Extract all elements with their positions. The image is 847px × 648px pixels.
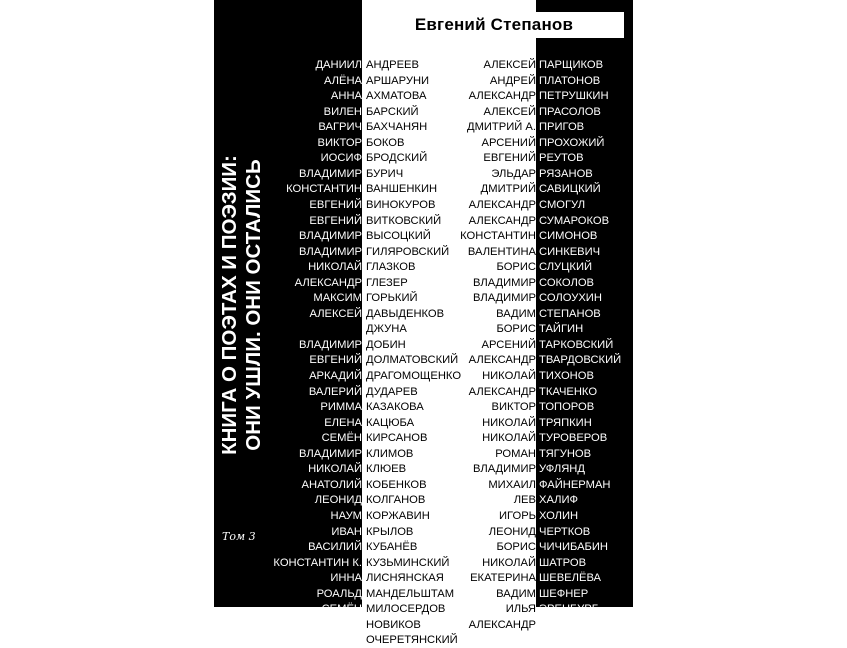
poet-last-name: ШЕВЕЛЁВА bbox=[539, 572, 602, 585]
poet-last-name: ФАЙНЕРМАН bbox=[539, 478, 611, 491]
poet-name-row bbox=[214, 74, 633, 89]
poet-first-name: БОРИС bbox=[496, 323, 536, 336]
poet-last-name: НОВИКОВ bbox=[366, 618, 421, 631]
poet-first-name: ВАСИЛИЙ bbox=[308, 541, 362, 554]
poet-last-name: АРШАРУНИ bbox=[366, 74, 430, 87]
poet-last-name: РЯЗАНОВ bbox=[539, 167, 593, 180]
poet-first-name: ЕКАТЕРИНА bbox=[470, 572, 536, 585]
poet-last-name: ЮДАХИН bbox=[539, 618, 589, 631]
poet-last-name: СУМАРОКОВ bbox=[539, 214, 610, 227]
poet-name-row bbox=[214, 556, 633, 571]
poet-name-row bbox=[214, 478, 633, 493]
poet-name-row bbox=[214, 120, 633, 135]
poet-first-name: РИММА bbox=[320, 401, 362, 414]
poet-first-name: БОРИС bbox=[496, 261, 536, 274]
poet-last-name: ХАЛИФ bbox=[539, 494, 579, 507]
poet-first-name: ВИКТОР bbox=[317, 136, 362, 149]
poet-last-name: ТРЯПКИН bbox=[539, 416, 592, 429]
poet-first-name: ЭЛЬДАР bbox=[491, 167, 536, 180]
poet-first-name: АЛЕКСЕЙ bbox=[483, 105, 536, 118]
poet-first-name: ВЛАДИМИР bbox=[473, 276, 536, 289]
poet-last-name: СИНКЕВИЧ bbox=[539, 245, 601, 258]
poet-first-name: АЛЕКСЕЙ bbox=[483, 59, 536, 71]
poet-last-name: ТАЙГИН bbox=[539, 323, 584, 336]
poet-last-name: КОБЕНКОВ bbox=[366, 478, 427, 491]
poet-last-name: КУБАНЁВ bbox=[366, 541, 418, 554]
poet-name-row bbox=[214, 198, 633, 213]
poet-name-row bbox=[214, 385, 633, 400]
poet-last-name: ПАРЩИКОВ bbox=[539, 59, 604, 71]
poet-name-row bbox=[214, 105, 633, 120]
poet-name-row bbox=[214, 400, 633, 415]
poet-last-name: ГЛАЗКОВ bbox=[366, 261, 416, 274]
poet-first-name: АЛЕКСАНДР bbox=[294, 276, 362, 289]
poet-last-name: ХОЛИН bbox=[539, 509, 579, 522]
title-line-2: ОНИ УШЛИ. ОНИ ОСТАЛИСЬ bbox=[242, 159, 265, 451]
poet-first-name: ВАГРИЧ bbox=[318, 121, 362, 134]
poet-first-name: ВЛАДИМИР bbox=[299, 230, 362, 243]
poet-last-name: СОЛОУХИН bbox=[539, 292, 602, 305]
poet-name-row bbox=[214, 229, 633, 244]
poet-last-name: ПЛАТОНОВ bbox=[539, 74, 601, 87]
poet-last-name: СТЕПАНОВ bbox=[539, 307, 601, 320]
poet-first-name: ЛЕОНИД bbox=[314, 494, 362, 507]
poet-last-name: РЕУТОВ bbox=[539, 152, 584, 165]
volume-label: Том 3 bbox=[222, 530, 256, 543]
poet-first-name: ЕВГЕНИЙ bbox=[309, 198, 362, 211]
poet-name-row bbox=[214, 167, 633, 182]
poet-last-name: СЛУЦКИЙ bbox=[539, 261, 593, 274]
poet-last-name: ПРИГОВ bbox=[539, 121, 585, 134]
poet-last-name: БРОДСКИЙ bbox=[366, 152, 428, 165]
poet-name-row bbox=[214, 633, 633, 648]
poet-first-name: НИКОЛАЙ bbox=[482, 556, 536, 569]
poet-first-name: ЕЛЕНА bbox=[324, 416, 362, 429]
poet-first-name: РОМАН bbox=[495, 447, 536, 460]
poet-first-name: АЛЕКСАНДР bbox=[468, 618, 536, 631]
poet-last-name: АХМАТОВА bbox=[366, 90, 427, 103]
poet-last-name: БУРИЧ bbox=[366, 167, 404, 180]
poet-name-row bbox=[214, 276, 633, 291]
poet-last-name: ЛИСНЯНСКАЯ bbox=[366, 572, 444, 585]
book-cover bbox=[214, 0, 633, 647]
poet-first-name: ВАДИМ bbox=[496, 587, 536, 600]
poet-first-name: ВАЛЕНТИНА bbox=[467, 245, 536, 258]
poet-first-name: АЛЕКСЕЙ bbox=[309, 307, 362, 320]
poet-last-name: ВАНШЕНКИН bbox=[366, 183, 438, 196]
poet-first-name: АЛЕКСАНДР bbox=[468, 354, 536, 367]
poet-last-name: ДОЛМАТОВСКИЙ bbox=[366, 354, 459, 367]
poet-last-name: КАЗАКОВА bbox=[366, 401, 424, 414]
poet-first-name: ЛЕВ bbox=[513, 494, 536, 507]
poet-first-name: ВЛАДИМИР bbox=[473, 463, 536, 476]
poet-first-name: АННА bbox=[330, 90, 362, 103]
poet-name-row bbox=[214, 462, 633, 477]
poet-first-name: АНДРЕЙ bbox=[489, 74, 536, 87]
poet-last-name: СОКОЛОВ bbox=[539, 276, 595, 289]
poet-name-row bbox=[214, 338, 633, 353]
poet-last-name: КИРСАНОВ bbox=[366, 432, 428, 445]
poet-last-name: БАХЧАНЯН bbox=[366, 121, 428, 134]
poet-first-name: ВАЛЕРИЙ bbox=[308, 385, 362, 398]
poet-last-name: ОЧЕРЕТЯНСКИЙ bbox=[366, 634, 458, 647]
poet-name-row bbox=[214, 58, 633, 73]
poet-last-name: ДАВЫДЕНКОВ bbox=[366, 307, 445, 320]
poet-name-row bbox=[214, 416, 633, 431]
poet-last-name: ЭРЕНБУРГ bbox=[539, 603, 598, 616]
poet-name-row bbox=[214, 214, 633, 229]
poet-first-name: АРСЕНИЙ bbox=[481, 338, 536, 351]
poet-name-row bbox=[214, 587, 633, 602]
poet-first-name: ВИКТОР bbox=[491, 401, 536, 414]
poet-name-row bbox=[214, 89, 633, 104]
poet-first-name: ВЛАДИМИР bbox=[299, 338, 362, 351]
poet-first-name: ВЛАДИМИР bbox=[299, 167, 362, 180]
poet-name-row bbox=[214, 493, 633, 508]
poet-last-name: ТЯГУНОВ bbox=[539, 447, 592, 460]
poet-first-name: АЛЕКСАНДР bbox=[468, 385, 536, 398]
poet-last-name: АНДРЕЕВ bbox=[366, 59, 419, 71]
poet-last-name: БАРСКИЙ bbox=[366, 105, 419, 118]
poet-last-name: ГЛЕЗЕР bbox=[366, 276, 408, 289]
poet-first-name: ВЛАДИМИР bbox=[473, 292, 536, 305]
poet-first-name: ДМИТРИЙ А. bbox=[467, 121, 536, 134]
poet-first-name: ДАНИИЛ bbox=[315, 59, 362, 71]
poet-name-row bbox=[214, 618, 633, 633]
poet-last-name: УФЛЯНД bbox=[539, 463, 585, 476]
title-line-1: КНИГА О ПОЭТАХ И ПОЭЗИИ: bbox=[218, 155, 241, 455]
poet-last-name: ВЫСОЦКИЙ bbox=[366, 230, 431, 243]
poet-name-row bbox=[214, 447, 633, 462]
poet-last-name: ТВАРДОВСКИЙ bbox=[539, 354, 622, 367]
poet-last-name: ТОПОРОВ bbox=[539, 401, 595, 414]
poet-last-name: ТУРОВЕРОВ bbox=[539, 432, 608, 445]
poet-first-name: АЛЕКСАНДР bbox=[468, 214, 536, 227]
poet-first-name: ИЛЬЯ bbox=[505, 603, 536, 616]
author-name: Евгений Степанов bbox=[364, 12, 624, 38]
poet-first-name: КОНСТАНТИН bbox=[460, 230, 536, 243]
poet-last-name: СИМОНОВ bbox=[539, 230, 598, 243]
poet-name-row bbox=[214, 136, 633, 151]
poet-first-name: БОРИС bbox=[496, 541, 536, 554]
poet-first-name: РОАЛЬД bbox=[316, 587, 362, 600]
poet-first-name: ИОСИФ bbox=[320, 152, 362, 165]
poet-first-name: СЕМЁН bbox=[321, 432, 362, 445]
poet-first-name: НИКОЛАЙ bbox=[308, 463, 362, 476]
poet-last-name: КАЦЮБА bbox=[366, 416, 415, 429]
poet-first-name: ВИЛЕН bbox=[323, 105, 362, 118]
poet-name-row bbox=[214, 307, 633, 322]
poet-name-row bbox=[214, 525, 633, 540]
poet-last-name: МИЛОСЕРДОВ bbox=[366, 603, 446, 616]
poet-first-name: СЕМЁН bbox=[321, 603, 362, 616]
poet-last-name: СМОГУЛ bbox=[539, 198, 586, 211]
poet-last-name: КЛЮЕВ bbox=[366, 463, 407, 476]
poet-last-name: ЧИЧИБАБИН bbox=[539, 541, 609, 554]
poet-name-row bbox=[214, 245, 633, 260]
poet-first-name: АЛЁНА bbox=[323, 74, 362, 87]
poet-name-row bbox=[214, 151, 633, 166]
poet-first-name: КОНСТАНТИН bbox=[286, 183, 362, 196]
poet-last-name: ТАРКОВСКИЙ bbox=[539, 338, 614, 351]
poet-first-name: АЛЕКСАНДР bbox=[294, 634, 362, 647]
poet-last-name: ТКАЧЕНКО bbox=[539, 385, 598, 398]
poet-first-name: НИКОЛАЙ bbox=[482, 432, 536, 445]
poet-first-name: ИННА bbox=[330, 572, 362, 585]
poet-name-row bbox=[214, 353, 633, 368]
poet-last-name: ВИТКОВСКИЙ bbox=[366, 214, 442, 227]
poet-first-name: АЛЕКСАНДР bbox=[468, 90, 536, 103]
poet-last-name: КОРЖАВИН bbox=[366, 509, 430, 522]
poet-last-name: ШЕФНЕР bbox=[539, 587, 589, 600]
poet-name-row bbox=[214, 571, 633, 586]
poet-first-name: ВЛАДИМИР bbox=[299, 245, 362, 258]
poet-first-name: ЕВГЕНИЙ bbox=[309, 354, 362, 367]
poet-first-name: ВЛАДИМИР bbox=[299, 447, 362, 460]
poet-last-name: ПРОХОЖИЙ bbox=[539, 136, 605, 149]
poet-first-name: ИВАН bbox=[331, 525, 362, 538]
poet-last-name: ДОБИН bbox=[366, 338, 406, 351]
poet-first-name: КОНСТАНТИН К. bbox=[273, 556, 362, 569]
poet-name-row bbox=[214, 602, 633, 617]
poet-name-row bbox=[214, 291, 633, 306]
poet-first-name: МИХАИЛ bbox=[488, 478, 536, 491]
poet-last-name: ПРАСОЛОВ bbox=[539, 105, 601, 118]
poet-last-name: ЧЕРТКОВ bbox=[539, 525, 591, 538]
poet-last-name: ГОРЬКИЙ bbox=[366, 292, 418, 305]
poet-last-name: КЛИМОВ bbox=[366, 447, 414, 460]
poet-first-name: ЕВГЕНИЙ bbox=[483, 152, 536, 165]
poet-first-name: ВАДИМ bbox=[496, 307, 536, 320]
poet-last-name: ТИХОНОВ bbox=[539, 370, 594, 382]
poet-first-name: ЕВГЕНИЙ bbox=[309, 214, 362, 227]
poet-last-name: ВИНОКУРОВ bbox=[366, 198, 436, 211]
poet-name-row bbox=[214, 509, 633, 524]
poet-last-name: ШАТРОВ bbox=[539, 556, 587, 569]
poet-last-name: МАНДЕЛЬШТАМ bbox=[366, 587, 455, 600]
poet-name-row bbox=[214, 540, 633, 555]
poet-first-name: ЛЕОНИД bbox=[488, 525, 536, 538]
poet-first-name: ДМИТРИЙ bbox=[480, 183, 536, 196]
poet-first-name: НИКОЛАЙ bbox=[308, 261, 362, 274]
poet-name-row bbox=[214, 431, 633, 446]
poet-last-name: ДРАГОМОЩЕНКО bbox=[366, 370, 462, 382]
poet-last-name: КУЗЬМИНСКИЙ bbox=[366, 556, 450, 569]
poet-last-name: ДЖУНА bbox=[366, 323, 407, 336]
poet-last-name: ДУДАРЕВ bbox=[366, 385, 418, 398]
poet-first-name: МАКСИМ bbox=[313, 292, 362, 305]
poet-first-name: АНДРЕЙ bbox=[315, 618, 362, 631]
poet-last-name: САВИЦКИЙ bbox=[539, 183, 601, 196]
poet-name-row bbox=[214, 260, 633, 275]
poet-last-name: КОЛГАНОВ bbox=[366, 494, 426, 507]
poet-last-name: БОКОВ bbox=[366, 136, 405, 149]
poet-last-name: ГИЛЯРОВСКИЙ bbox=[366, 245, 450, 258]
poet-first-name: АЛЕКСАНДР bbox=[468, 198, 536, 211]
poet-first-name: АРСЕНИЙ bbox=[481, 136, 536, 149]
poet-name-row bbox=[214, 182, 633, 197]
poet-first-name: ИГОРЬ bbox=[499, 509, 536, 522]
poet-name-row bbox=[214, 369, 633, 384]
poet-last-name: КРЫЛОВ bbox=[366, 525, 414, 538]
poet-name-row bbox=[214, 322, 633, 337]
poet-first-name: НИКОЛАЙ bbox=[482, 370, 536, 382]
poet-last-name: ПЕТРУШКИН bbox=[539, 90, 609, 103]
poet-first-name: НАУМ bbox=[330, 509, 362, 522]
poet-first-name: АРКАДИЙ bbox=[309, 370, 362, 382]
poet-first-name: НИКОЛАЙ bbox=[482, 416, 536, 429]
poet-first-name: АНАТОЛИЙ bbox=[301, 478, 362, 491]
